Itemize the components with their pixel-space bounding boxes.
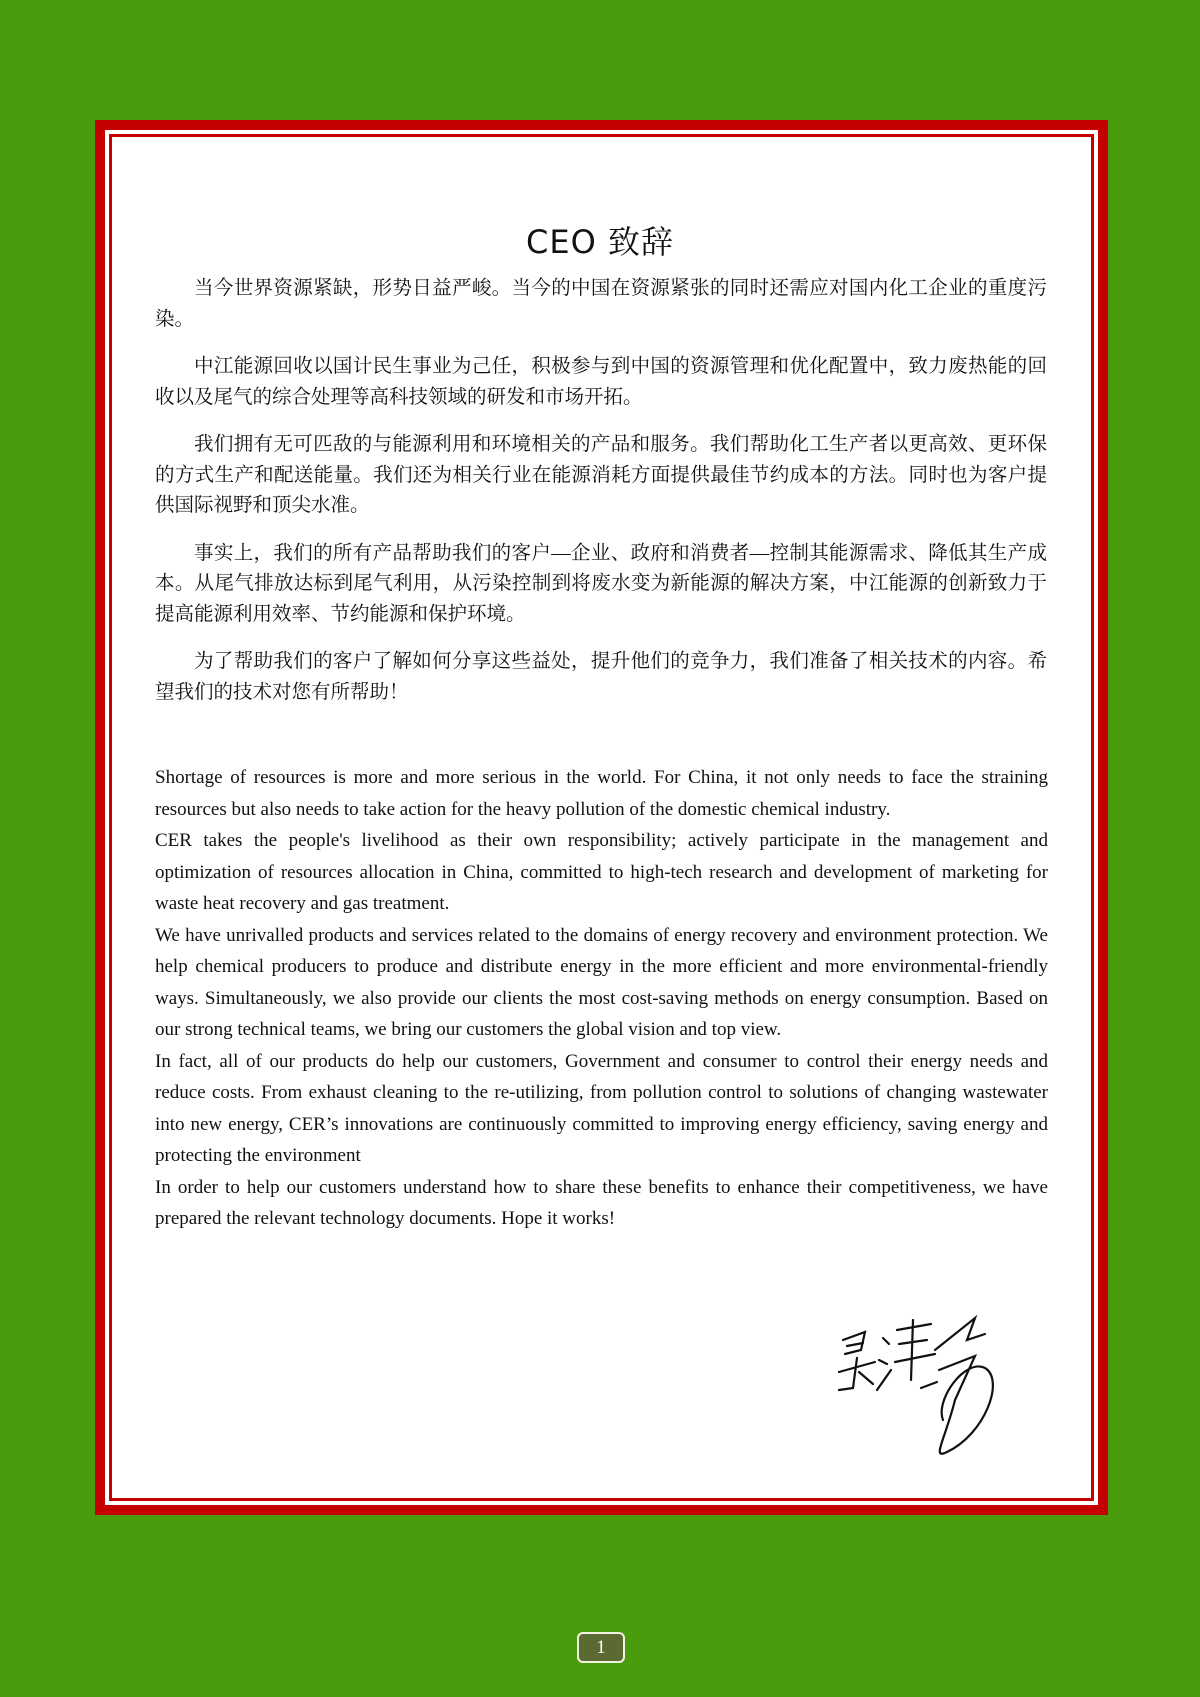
en-paragraph: In order to help our customers understand how to share these benefits to enhance their competitiveness, we have prepared the relevant technology documents. Hope it works! — [155, 1176, 1048, 1229]
cn-paragraph: 我们拥有无可匹敌的与能源利用和环境相关的产品和服务。我们帮助化工生产者以更高效、更环保的方式生产和配送能量。我们还为相关行业在能源消耗方面提供最佳节约成本的方法。同时也为客户提供国际视野和顶尖水准。 — [155, 434, 1047, 516]
page-number-badge: 1 — [577, 1632, 625, 1663]
chinese-letter — [155, 274, 1047, 725]
cn-paragraph: 为了帮助我们的客户了解如何分享这些益处，提升他们的竞争力，我们准备了相关技术的内容。希望我们的技术对您有所帮助！ — [155, 651, 1047, 703]
en-paragraph: Shortage of resources is more and more serious in the world. For China, it not only needs to face the straining resources but also needs to take action for the heavy pollution of the domestic chemical industry. — [155, 767, 1048, 820]
cn-paragraph: 中江能源回收以国计民生事业为己任，积极参与到中国的资源管理和优化配置中，致力废热能的回收以及尾气的综合处理等高科技领域的研发和市场开拓。 — [155, 356, 1047, 408]
english-letter — [155, 762, 1048, 1235]
en-paragraph: We have unrivalled products and services related to the domains of energy recovery and environment protection. We help chemical producers to produce and distribute energy in the more efficient and more environmental-friendly ways. Simultaneously, we also provide our clients the most cost-saving methods on energy consumption. Based on our strong technical teams, we bring our customers the global vision and top view. — [155, 924, 1048, 1040]
cn-paragraph: 事实上，我们的所有产品帮助我们的客户—企业、政府和消费者—控制其能源需求、降低其生产成本。从尾气排放达标到尾气利用，从污染控制到将废水变为新能源的解决方案，中江能源的创新致力于提高能源利用效率、节约能源和保护环境。 — [155, 542, 1047, 625]
cn-paragraph: 当今世界资源紧缺，形势日益严峻。当今的中国在资源紧张的同时还需应对国内化工企业的重度污染。 — [155, 278, 1047, 330]
en-paragraph: CER takes the people's livelihood as their own responsibility; actively participate in the management and optimization of resources allocation in China, committed to high-tech research and development of marketing for waste heat recovery and gas treatment. — [155, 830, 1048, 914]
ceo-signature — [835, 1310, 1020, 1460]
en-paragraph: In fact, all of our products do help our customers, Government and consumer to control their energy needs and reduce costs. From exhaust cleaning to the re-utilizing, from pollution control to solutions of changing wastewater into new energy, CER’s innovations are continuously committed to improving energy efficiency, saving energy and protecting the environment — [155, 1050, 1048, 1166]
page-title: CEO 致辞 — [526, 223, 674, 262]
